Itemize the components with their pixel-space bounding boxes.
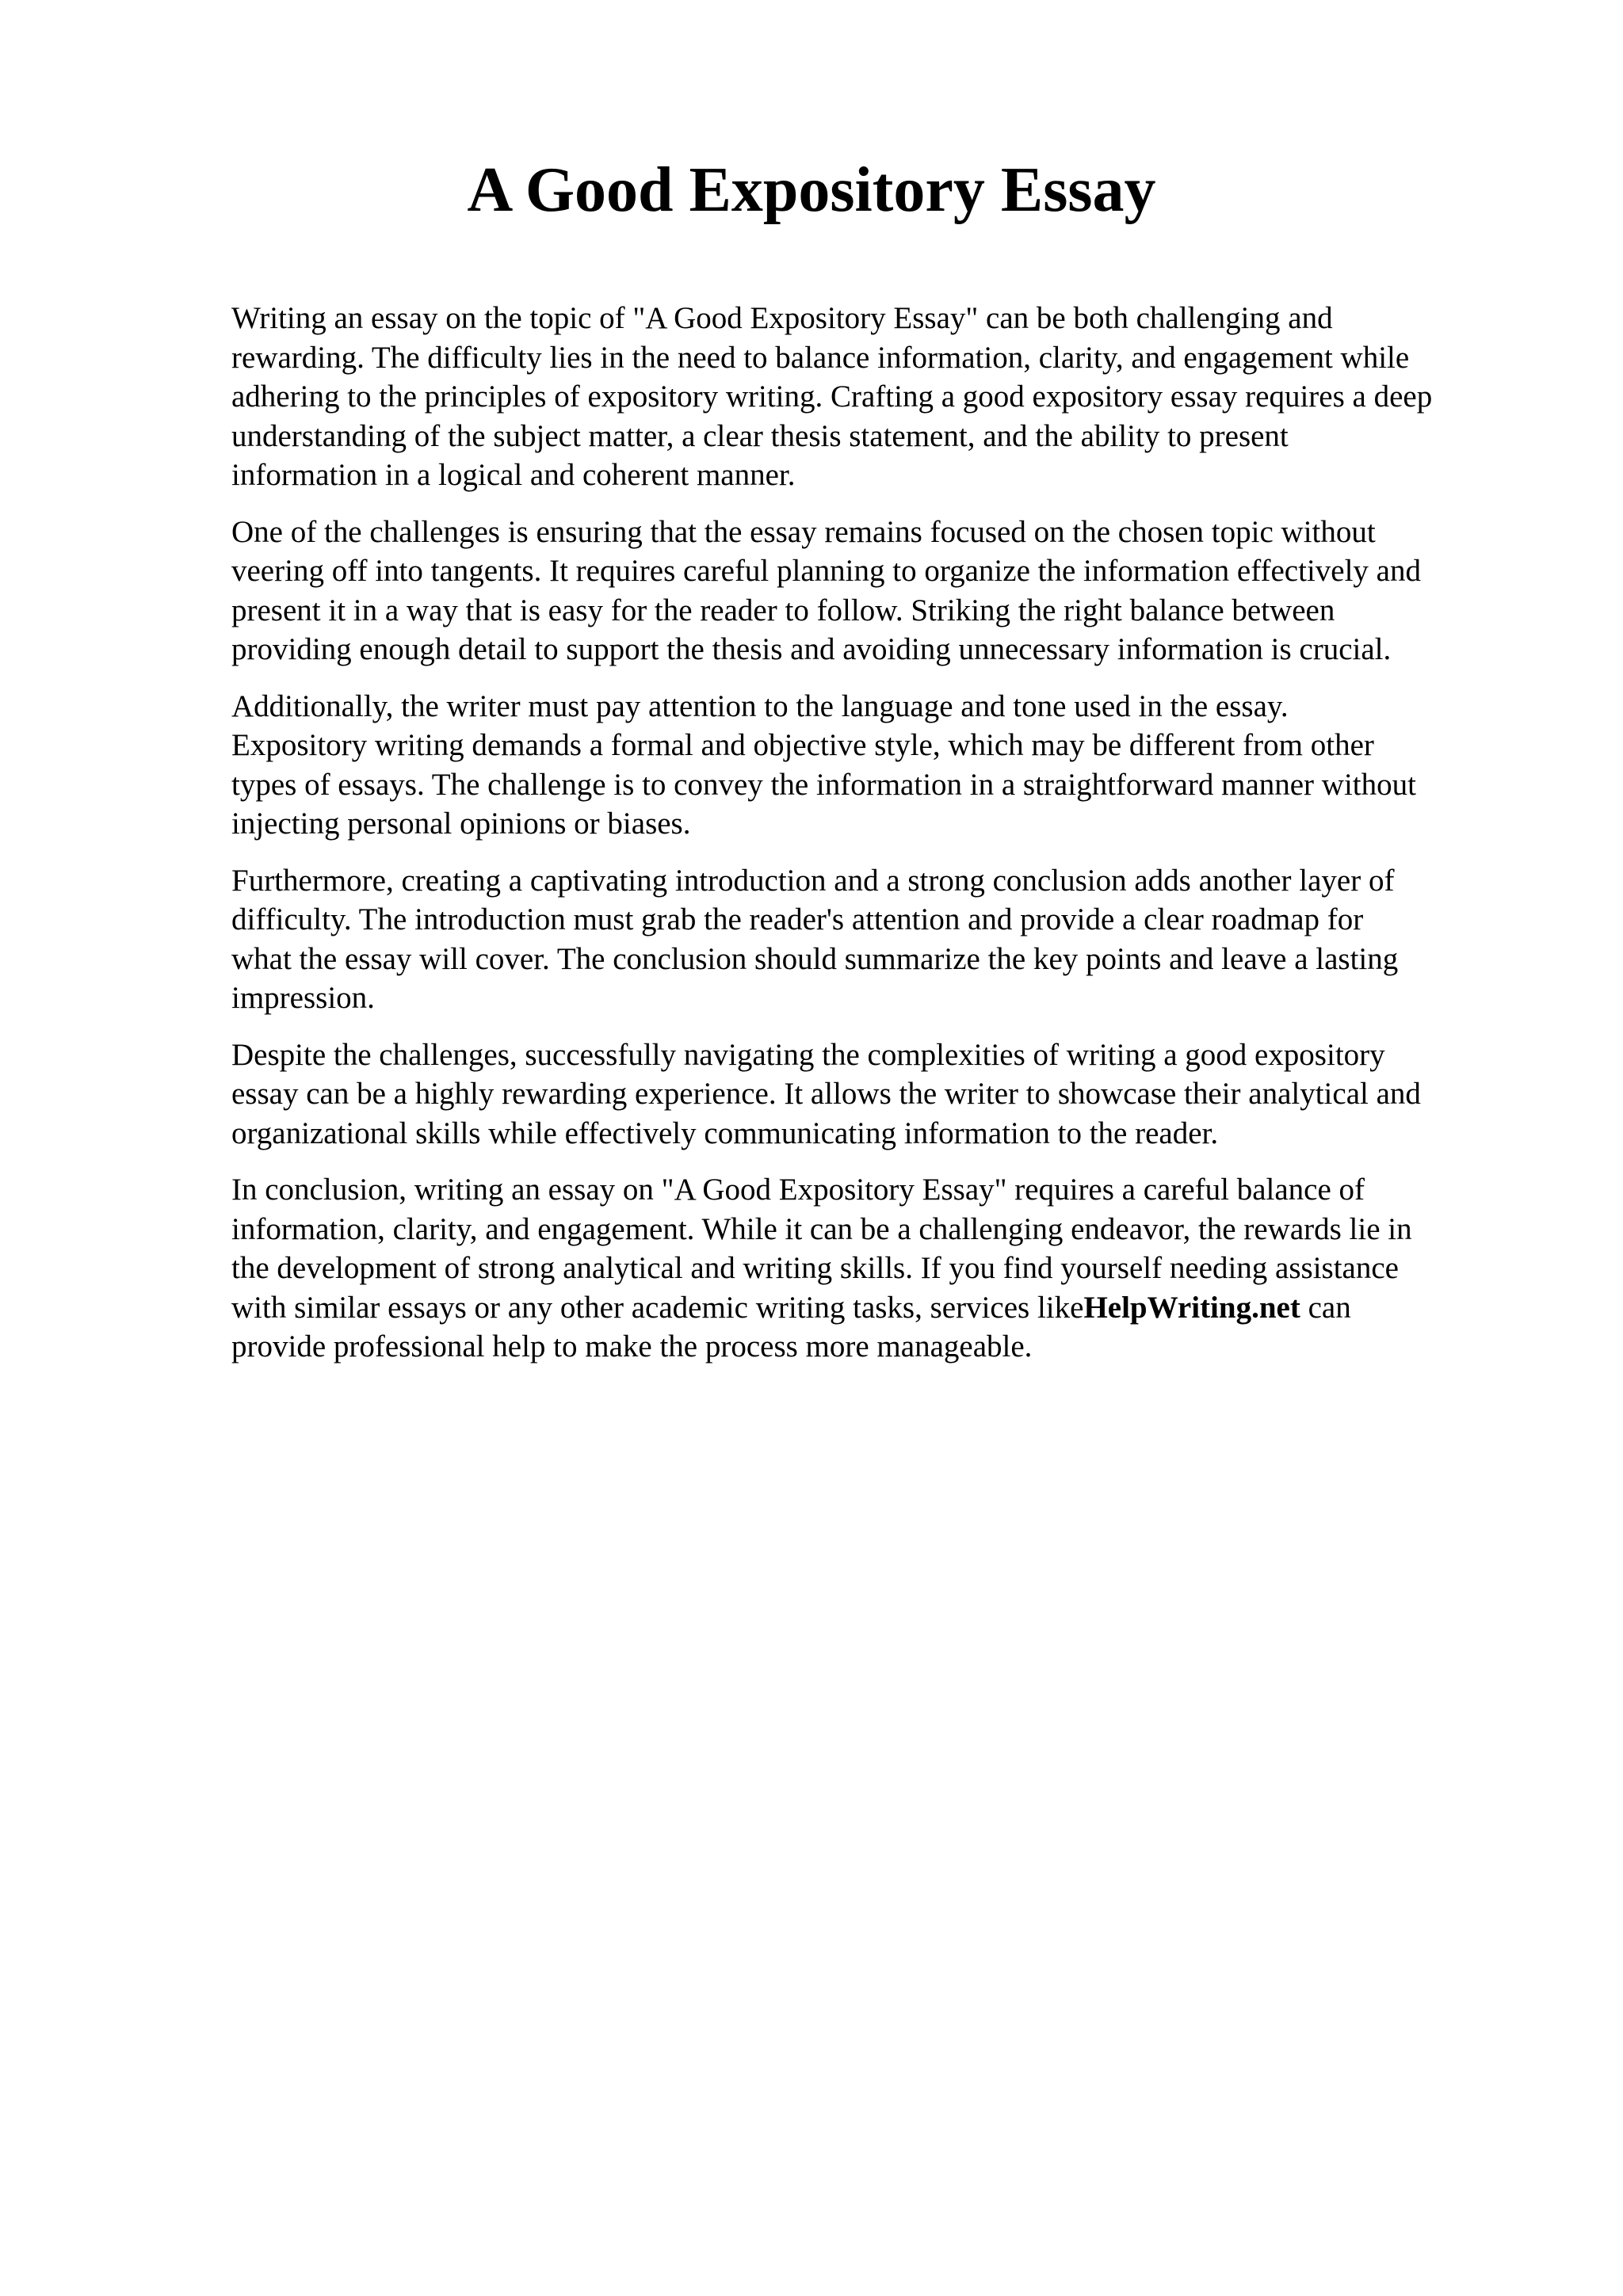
text-line: difficulty. The introduction must grab the reader's attention and provide a clear roadmap for [231, 902, 1364, 936]
text-line: the development of strong analytical and writing skills. If you find yourself needing assistance [231, 1251, 1399, 1285]
paragraph-rewards [231, 1035, 1531, 1154]
service-line-tail: can [1300, 1290, 1351, 1325]
text-line: information in a logical and coherent manner. [231, 458, 796, 492]
paragraph-intro-conclusion [231, 861, 1531, 1018]
text-line: Additionally, the writer must pay attention to the language and tone used in the essay. [231, 688, 1289, 723]
text-line: types of essays. The challenge is to convey the information in a straightforward manner without [231, 767, 1416, 802]
text-line: Expository writing demands a formal and objective style, which may be different from other [231, 728, 1374, 762]
text-line: providing enough detail to support the thesis and avoiding unnecessary information is crucial. [231, 632, 1392, 666]
paragraph-focus [231, 513, 1531, 669]
text-line: In conclusion, writing an essay on "A Good Expository Essay" requires a careful balance of [231, 1173, 1365, 1207]
text-line: organizational skills while effectively communicating information to the reader. [231, 1116, 1219, 1150]
text-line: Writing an essay on the topic of "A Good Expository Essay" can be both challenging and [231, 301, 1333, 335]
page-title: A Good Expository Essay [467, 155, 1156, 225]
text-line: provide professional help to make the process more manageable. [231, 1329, 1033, 1363]
text-line: essay can be a highly rewarding experience. It allows the writer to showcase their analytical and [231, 1077, 1421, 1111]
text-line: rewarding. The difficulty lies in the need to balance information, clarity, and engagement while [231, 340, 1410, 375]
text-line: Despite the challenges, successfully navigating the complexities of writing a good expository [231, 1037, 1385, 1072]
text-line: injecting personal opinions or biases. [231, 807, 691, 841]
paragraph-tone [231, 687, 1531, 844]
text-line: adhering to the principles of expository writing. Crafting a good expository essay requires a deep [231, 379, 1433, 414]
text-line: One of the challenges is ensuring that the essay remains focused on the chosen topic without [231, 514, 1376, 549]
text-line: present it in a way that is easy for the reader to follow. Striking the right balance between [231, 593, 1335, 627]
text-line: information, clarity, and engagement. While it can be a challenging endeavor, the rewards lie in [231, 1211, 1412, 1246]
brand-link[interactable]: HelpWriting.net [1083, 1290, 1300, 1325]
text-line [231, 1288, 1531, 1328]
text-line: impression. [231, 981, 375, 1015]
text-line: veering off into tangents. It requires careful planning to organize the information effectively and [231, 554, 1421, 588]
text-line: what the essay will cover. The conclusion should summarize the key points and leave a lasting [231, 941, 1399, 976]
paragraph-intro [231, 299, 1531, 495]
text-line: understanding of the subject matter, a clear thesis statement, and the ability to present [231, 418, 1289, 453]
paragraph-conclusion [231, 1170, 1531, 1367]
service-line-text: with similar essays or any other academic writing tasks, services like [231, 1290, 1084, 1325]
essay-body [231, 299, 1531, 1384]
text-line: Furthermore, creating a captivating introduction and a strong conclusion adds another layer of [231, 863, 1395, 898]
